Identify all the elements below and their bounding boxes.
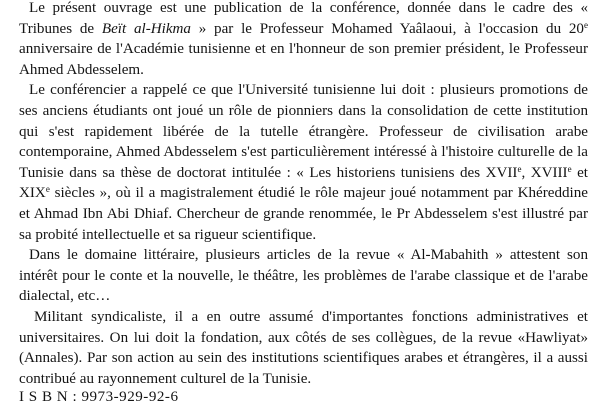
isbn-line: I S B N : 9973-929-92-6	[19, 389, 179, 405]
intro-text-part-3: anniversaire de l'Académie tunisienne et en l'honneur de son premier président, le Professeur Ahmed Abdesselem.	[19, 41, 588, 78]
century-superscript-17: e	[517, 163, 522, 174]
intro-text-part-1: Le présent ouvrage est une publication de la conférence, donnée dans le cadre des « Tribunes de	[19, 0, 588, 37]
literary-paragraph: Dans le domaine littéraire, plusieurs articles de la revue « Al-Mabahith » attestent son intérêt pour le conte et la nouvelle, le théâtre, les problèmes de l'arabe classique et de l'arabe dialectal, etc…	[19, 247, 588, 305]
intro-text-part-2: » par le Professeur Mohamed Yaâlaoui, à l'occasion du 20	[190, 20, 584, 37]
militant-paragraph: Militant syndicaliste, il a en outre assumé d'importantes fonctions administratives et universitaires. On lui doit la fondation, aux côtés de ses collègues, de la revue «Hawliyat» (Annales). Par son action au sein des institutions scientifiques arabes et étrangères, il a aussi contribué au rayonnement culturel de la Tunisie.	[19, 308, 588, 387]
university-text-part-2: , XVIII	[521, 164, 568, 181]
university-text-part-4: siècles », où il a magistralement étudié le rôle majeur joué notamment par Khéreddine et Ahmad Ibn Abi Dhiaf. Chercheur de grande renommée, le Pr Abdesselem s'est illustré par sa probité intellectuelle et sa rigueur scientifique.	[19, 185, 588, 243]
ordinal-superscript: e	[583, 19, 588, 30]
century-superscript-18: e	[567, 163, 572, 174]
university-text-part-3: et XIX	[19, 164, 588, 202]
university-text-part-1: Le conférencier a rappelé ce que l'Université tunisienne lui doit : plusieurs promotions de ses anciens étudiants ont joué un rôle de pionniers dans la consolidation de cette institution qui s'est rapidement libérée de la tutelle étrangère. Professeur de civilisation arabe contemporaine, Ahmed Abdesselem s'est particulièrement intéressé à l'histoire culturelle de la Tunisie dans sa thèse de doctorat intitulée : « Les historiens tunisiens des XVII	[19, 82, 588, 181]
intro-paragraph	[19, 0, 588, 80]
university-paragraph	[19, 80, 588, 245]
century-superscript-19: e	[45, 184, 50, 195]
beit-al-hikma-title: Beït al-Hikma	[101, 20, 191, 37]
